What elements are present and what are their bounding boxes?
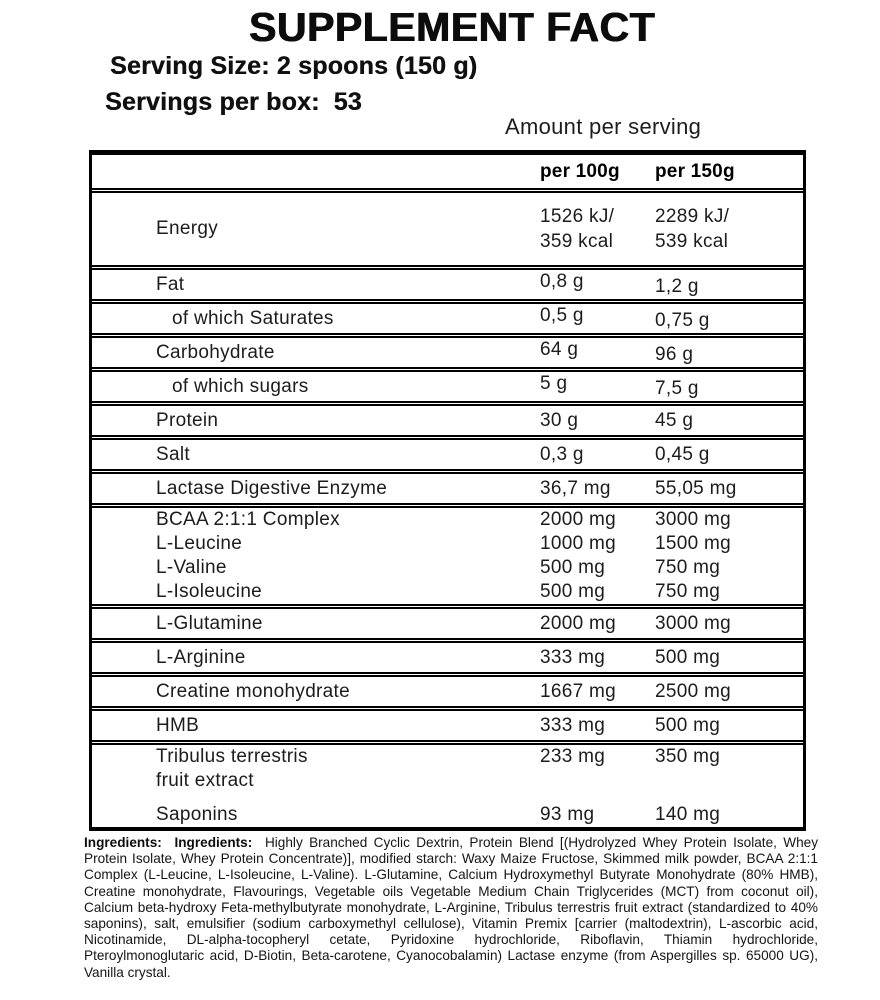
value-per-150g: 0,75 g <box>655 309 710 331</box>
row-label: L-Isoleucine <box>156 581 263 602</box>
row-label: Carbohydrate <box>156 341 275 363</box>
value-per-100g: 333 mg <box>540 646 606 668</box>
value-per-100g: 93 mg <box>540 804 595 825</box>
table-entry <box>92 338 803 367</box>
table-entry <box>92 474 803 503</box>
table-row <box>92 745 803 827</box>
table-entry <box>92 440 803 469</box>
table-entry <box>92 193 803 265</box>
row-label: HMB <box>156 714 200 736</box>
row-label: Saponins <box>156 804 238 825</box>
value-per-100g: 1667 mg <box>540 680 617 702</box>
table-entry <box>92 304 803 333</box>
value-per-100g: 0,3 g <box>540 443 584 465</box>
table-entry <box>92 677 803 706</box>
value-per-100g: 500 mg <box>540 557 606 578</box>
table-row <box>92 440 803 469</box>
table-entry <box>92 643 803 672</box>
value-per-150g: 55,05 mg <box>655 477 737 499</box>
value-per-100g: 500 mg <box>540 581 606 602</box>
value-per-100g: 64 g <box>540 338 579 360</box>
table-row <box>92 338 803 367</box>
value-per-100g: 333 mg <box>540 714 606 736</box>
table-row <box>92 677 803 706</box>
row-label: fruit extract <box>156 770 254 791</box>
value-per-150g: 96 g <box>655 343 694 365</box>
value-per-150g: 3000 mg <box>655 509 732 530</box>
value-per-150g: 350 mg <box>655 746 721 767</box>
table-entry <box>92 406 803 435</box>
table-entry <box>92 556 803 580</box>
value-per-100g: 5 g <box>540 372 568 394</box>
value-per-150g: 750 mg <box>655 581 721 602</box>
table-row <box>92 270 803 299</box>
value-per-100g: 0,8 g <box>540 270 584 292</box>
row-label: of which Saturates <box>172 307 334 329</box>
value-per-150g: 750 mg <box>655 557 721 578</box>
table-row <box>92 372 803 401</box>
amount-per-serving-heading: Amount per serving <box>505 114 702 139</box>
ingredients-paragraph <box>84 835 818 981</box>
table-entry <box>92 508 803 532</box>
value-per-150g: 140 mg <box>655 804 721 825</box>
row-label: Fat <box>156 273 185 295</box>
value-per-100g: 2000 mg <box>540 612 617 634</box>
servings-per-box-value: 53 <box>333 88 362 116</box>
facts-table <box>89 150 806 831</box>
table-entry <box>92 580 803 604</box>
value-per-100g: 1000 mg <box>540 533 617 554</box>
value-per-100g: 0,5 g <box>540 304 584 326</box>
row-label: Salt <box>156 443 190 465</box>
row-label: Creatine monohydrate <box>156 680 350 702</box>
value-per-150g: 500 mg <box>655 714 721 736</box>
page-title: SUPPLEMENT FACT <box>248 4 656 50</box>
value-per-100g: 36,7 mg <box>540 477 611 499</box>
servings-per-box-label: Servings per box: <box>105 88 320 116</box>
table-row <box>92 193 803 265</box>
row-label: BCAA 2:1:1 Complex <box>156 509 340 530</box>
table-row <box>92 304 803 333</box>
table-entry <box>92 372 803 401</box>
value-per-150g: 1500 mg <box>655 533 732 554</box>
facts-table-header-row <box>92 155 803 188</box>
table-entry <box>92 711 803 740</box>
table-entry <box>92 745 803 769</box>
facts-table-body <box>92 193 803 827</box>
row-label: L-Valine <box>156 557 227 578</box>
table-entry <box>92 803 803 827</box>
value-per-150g: 3000 mg <box>655 612 732 634</box>
value-per-150g: 0,45 g <box>655 443 710 465</box>
row-label: L-Glutamine <box>156 612 263 634</box>
row-label: of which sugars <box>172 375 309 397</box>
row-label: Energy <box>156 218 219 239</box>
value-per-100g: 30 g <box>540 409 579 431</box>
value-per-150g: 45 g <box>655 409 694 431</box>
row-label: Protein <box>156 409 219 431</box>
value-per-150g: 500 mg <box>655 646 721 668</box>
value-per-150g: 1,2 g <box>655 275 699 297</box>
serving-size: Serving Size: 2 spoons (150 g) <box>110 52 478 80</box>
table-row <box>92 406 803 435</box>
column-header-per-150g: per 150g <box>655 160 735 182</box>
value-per-100g: 1526 kJ/ 359 kcal <box>540 206 615 252</box>
row-label: Tribulus terrestris <box>156 746 308 767</box>
row-label: L-Leucine <box>156 533 243 554</box>
value-per-150g: 7,5 g <box>655 377 699 399</box>
table-row <box>92 711 803 740</box>
table-entry <box>92 769 803 793</box>
table-entry <box>92 532 803 556</box>
column-header-per-100g: per 100g <box>540 160 620 182</box>
ingredients-text: Highly Branched Cyclic Dextrin, Protein Blend [(Hydrolyzed Whey Protein Isolate, Whey Protein Isolate, Whey Protein Concentrate)], modified starch: Waxy Maize Fructose, Skimmed milk powder, BCAA 2:1:1 Complex (L-Leucine, L-Isoleucine, L-Valine). L-Glutamine, Calcium Hydroxymethyl Butyrate Monohydrate (80% HMB), Creatine monohydrate, Flavourings, Vegetable oils Vegetable Medium Chain Triglycerides (MCT) from coconut oil), Calcium beta-hydroxy Feta-methylbutyrate monohydrate, L-Arginine, Tribulus terrestris fruit extract (standardized to 40% saponins), salt, emulsifier (sodium carboxymethyl cellulose), Vitamin Premix [carrier (maltodextrin), L-ascorbic acid, Nicotinamide, DL-alpha-tocopheryl cetate, Pyridoxine hydrochloride, Riboflavin, Thiamin hydrochloride, Pteroylmonoglutaric acid, D-Biotin, Beta-carotene, Cyanocobalamin) Lactase enzyme (from Aspergilles sp. 65000 UG), Vanilla crystal. <box>84 835 819 980</box>
table-row <box>92 508 803 604</box>
table-row <box>92 609 803 638</box>
row-label: Lactase Digestive Enzyme <box>156 477 388 499</box>
value-per-100g: 233 mg <box>540 746 606 767</box>
value-per-150g: 2500 mg <box>655 680 732 702</box>
table-entry <box>92 609 803 638</box>
table-entry <box>92 270 803 299</box>
servings-per-box <box>105 88 362 117</box>
value-per-100g: 2000 mg <box>540 509 617 530</box>
table-row <box>92 474 803 503</box>
ingredients-label: Ingredients: Ingredients: <box>84 835 253 850</box>
table-row <box>92 643 803 672</box>
value-per-150g: 2289 kJ/ 539 kcal <box>655 206 730 252</box>
row-label: L-Arginine <box>156 646 246 668</box>
